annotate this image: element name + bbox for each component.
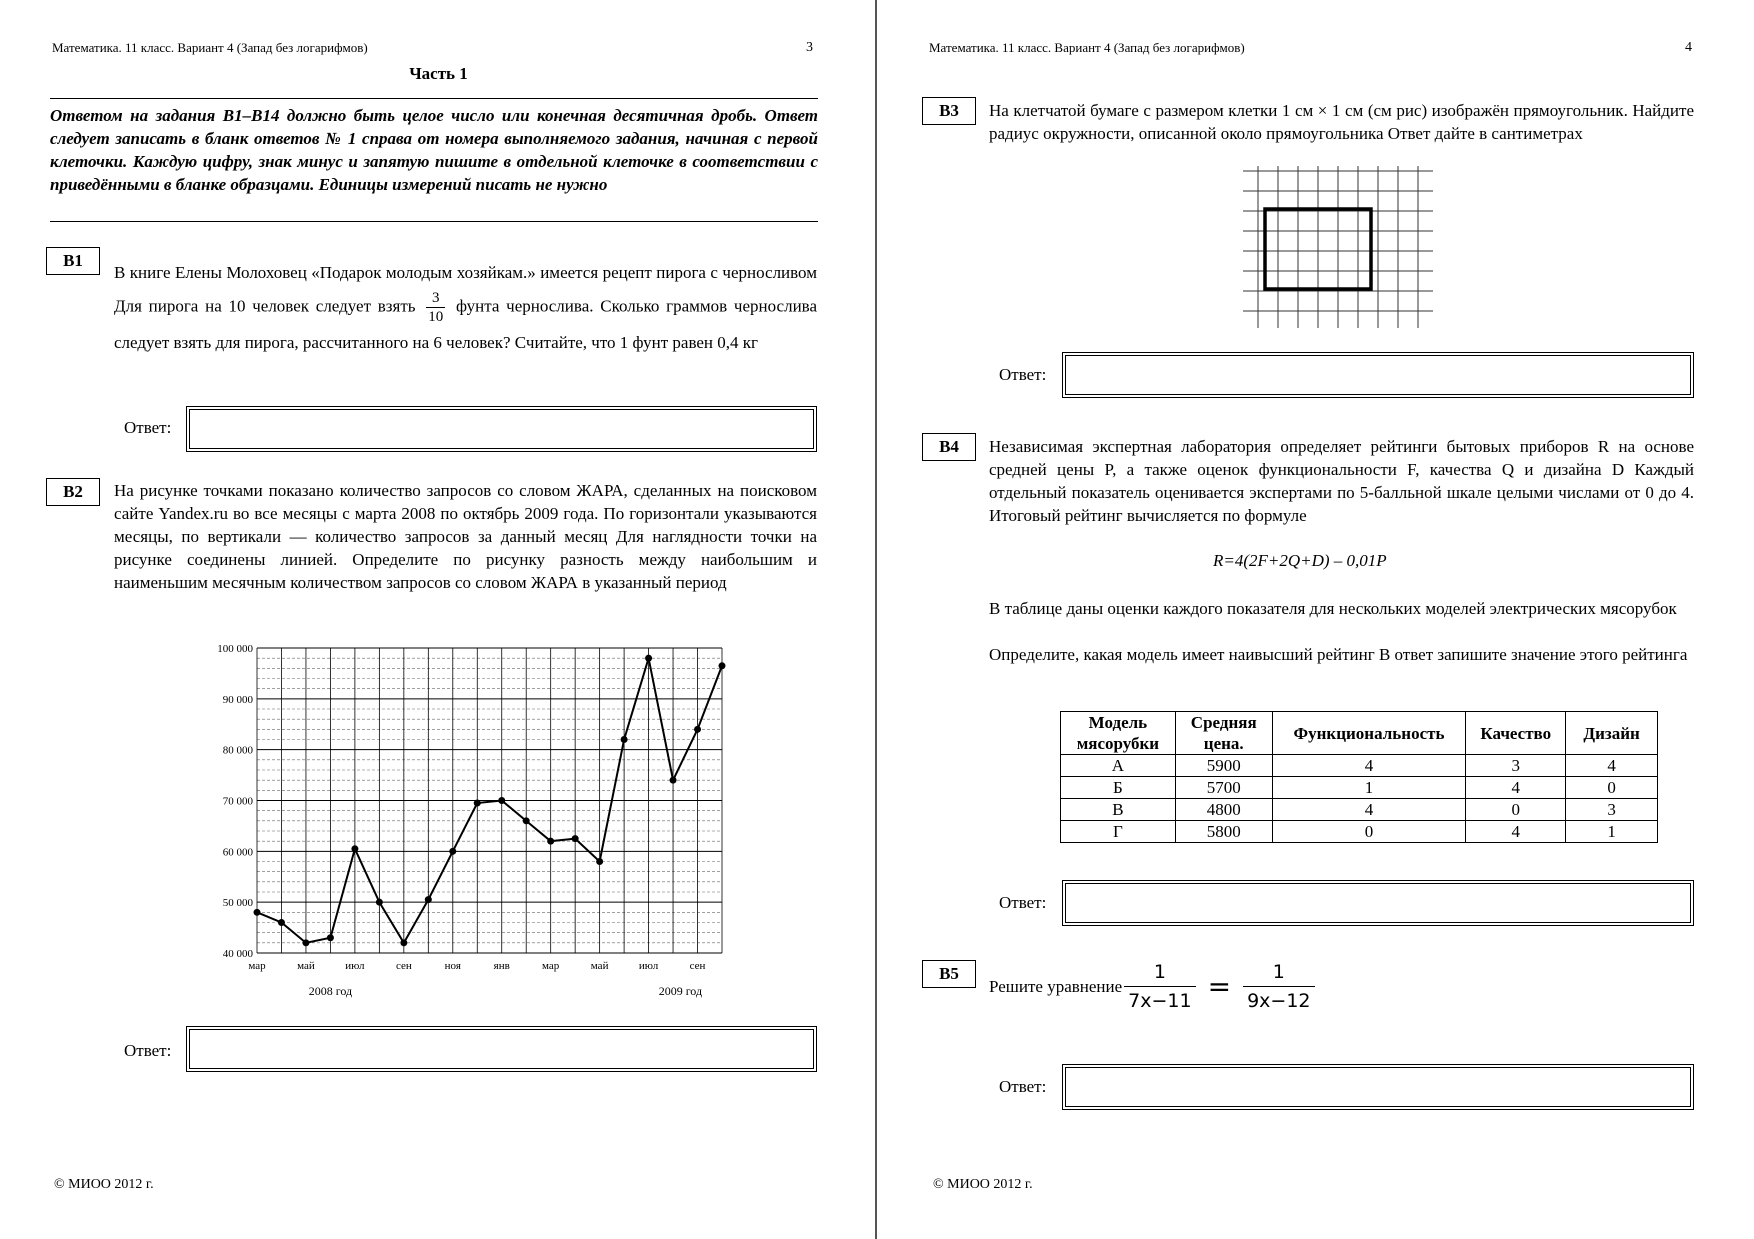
table-cell: Б [1061, 777, 1176, 799]
table-cell: 3 [1466, 755, 1566, 777]
data-point [523, 817, 530, 824]
y-tick-label: 70 000 [222, 795, 253, 808]
x-tick-label: мар [542, 960, 560, 972]
lhs-fraction [1124, 958, 1195, 1015]
right-page [877, 0, 1754, 1239]
table-cell: 4 [1566, 755, 1658, 777]
data-point [449, 848, 456, 855]
task-b2-text: На рисунке точками показано количество запросов со словом ЖАРА, сделанных на поисковом сайте Yandex.ru во все месяцы с марта 2008 по октябрь 2009 года. По горизонтали указываются месяцы, по вертикали — количество запросов за данный месяц Для наглядности точки на рисунке соединены линией. Определите по рисунку разность между наибольшим и наименьшим месячным количеством запросов со словом ЖАРА в указанный период [114, 481, 817, 592]
header-title: Математика. 11 класс. Вариант 4 (Запад без логарифмов) [52, 40, 368, 55]
rating-formula: R=4(2F+2Q+D) – 0,01P [1213, 551, 1387, 570]
task-tag-b5: B5 [922, 960, 976, 988]
x-tick-label: сен [689, 960, 706, 972]
col-header-functionality: Функциональность [1272, 712, 1466, 755]
table-cell: 4 [1272, 755, 1466, 777]
x-tick-label: сен [395, 960, 412, 972]
instructions: Ответом на задания B1–B14 должно быть целое число или конечная десятичная дробь. Ответ следует записать в бланк ответов № 1 справа от номера выполняемого задания, начиная с первой клеточки. Каждую цифру, знак минус и запятую пишите в отдельной клеточке в соответствии с приведёнными в бланке образцами. Единицы измерений писать не нужно [50, 106, 818, 194]
task-b1-text [114, 256, 817, 359]
data-point [474, 800, 481, 807]
answer-label-b4: Ответ: [999, 893, 1047, 912]
equals-sign: = [1207, 970, 1232, 1003]
data-point [400, 939, 407, 946]
col-header-quality: Качество [1466, 712, 1566, 755]
chart-y-ticks [217, 643, 253, 960]
footer-copyright: © МИОО 2012 г. [54, 1177, 154, 1192]
data-point [596, 858, 603, 865]
table-header-row [1061, 712, 1658, 755]
table-cell: 4 [1272, 799, 1466, 821]
task-tag-b3: B3 [922, 97, 976, 125]
col-header-price: Средняя цена. [1175, 712, 1272, 755]
col-header-design: Дизайн [1566, 712, 1658, 755]
data-point [645, 655, 652, 662]
table-row [1061, 799, 1658, 821]
answer-field-b2[interactable] [186, 1026, 817, 1072]
rhs-numerator: 1 [1243, 958, 1314, 987]
answer-field-b5[interactable] [1062, 1064, 1694, 1110]
requests-line-chart [190, 635, 750, 1010]
page-number: 4 [1685, 40, 1692, 55]
y-tick-label: 50 000 [222, 897, 253, 910]
x-tick-label: май [590, 960, 609, 972]
lhs-denominator: 7x−11 [1128, 990, 1192, 1012]
table-cell: В [1061, 799, 1176, 821]
col-header-model: Модель мясорубки [1061, 712, 1176, 755]
answer-label-b5: Ответ: [999, 1077, 1047, 1096]
y-tick-label: 100 000 [217, 643, 253, 655]
task-b1-text-part1: В книге Елены Молоховец «Подарок молодым хозяйкам.» имеется рецепт пирога с черносливом Для пирога на 10 человек следует взять [114, 263, 817, 316]
table-cell: Г [1061, 821, 1176, 843]
answer-label-b2: Ответ: [124, 1041, 172, 1060]
x-tick-label: май [297, 960, 315, 972]
table-cell: 0 [1272, 821, 1466, 843]
table-row [1061, 755, 1658, 777]
data-point [621, 736, 628, 743]
footer-copyright: © МИОО 2012 г. [933, 1177, 1033, 1192]
chart-grid [257, 648, 722, 953]
table-cell: 4800 [1175, 799, 1272, 821]
y-tick-label: 80 000 [222, 744, 253, 757]
answer-field-b1[interactable] [186, 406, 817, 452]
data-point [498, 797, 505, 804]
chart-x-ticks [248, 960, 705, 972]
header-title: Математика. 11 класс. Вариант 4 (Запад без логарифмов) [929, 40, 1245, 55]
table-cell: 0 [1566, 777, 1658, 799]
table-cell: А [1061, 755, 1176, 777]
task-b5-text: Решите уравнение [989, 976, 1123, 996]
x-tick-label: мар [248, 960, 266, 972]
data-point [547, 838, 554, 845]
task-b3-text: На клетчатой бумаге с размером клетки 1 см × 1 см (см рис) изображён прямоугольник. Найдите радиус окружности, описанной около прямоугольника Ответ дайте в сантиметрах [989, 101, 1694, 143]
data-point [302, 939, 309, 946]
answer-label-b3: Ответ: [999, 365, 1047, 384]
fraction-denominator: 10 [428, 309, 444, 325]
part-title: Часть 1 [409, 64, 468, 83]
data-point [694, 726, 701, 733]
table-cell: 5800 [1175, 821, 1272, 843]
instructions-bottom-rule [50, 221, 818, 222]
fraction-3-10 [426, 289, 445, 326]
rhs-fraction [1243, 958, 1314, 1015]
year-label: 2008 год [308, 984, 353, 998]
table-cell: 1 [1566, 821, 1658, 843]
table-cell: 3 [1566, 799, 1658, 821]
ratings-table [1060, 711, 1658, 843]
data-point [719, 662, 726, 669]
task-b4-text-2: В таблице даны оценки каждого показателя для нескольких моделей электрических мясорубок [989, 599, 1677, 618]
table-cell: 4 [1466, 821, 1566, 843]
table-cell: 1 [1272, 777, 1466, 799]
lhs-numerator: 1 [1124, 958, 1195, 987]
y-tick-label: 90 000 [222, 693, 253, 706]
x-tick-label: июл [345, 960, 365, 972]
data-point [278, 919, 285, 926]
answer-field-b3[interactable] [1062, 352, 1694, 398]
table-row [1061, 777, 1658, 799]
grid-rectangle-figure [1243, 166, 1433, 328]
x-tick-label: ноя [444, 960, 461, 972]
table-cell: 0 [1466, 799, 1566, 821]
instructions-top-rule [50, 98, 818, 99]
table-cell: 5900 [1175, 755, 1272, 777]
task-tag-b2: B2 [46, 478, 100, 506]
data-point [425, 896, 432, 903]
task-b1-text-part2: фунта чернослива. Сколько граммов чернослива следует взять для пирога, рассчитанного на 6 человек? Считайте, что 1 фунт равен 0,4 кг [114, 296, 818, 352]
data-point [572, 835, 579, 842]
task-b4-text-1: Независимая экспертная лаборатория определяет рейтинги бытовых приборов R на основе средней цены P, а также оценок функциональности F, качества Q и дизайна D Каждый отдельный показатель оценивается экспертами по 5-балльной шкале целыми числами от 0 до 4. Итоговый рейтинг вычисляется по формуле [989, 437, 1694, 525]
data-point [376, 899, 383, 906]
task-tag-b4: B4 [922, 433, 976, 461]
data-point [351, 845, 358, 852]
task-tag-b1: B1 [46, 247, 100, 275]
y-tick-label: 60 000 [222, 846, 253, 859]
task-b4-text-3: Определите, какая модель имеет наивысший рейтинг В ответ запишите значение этого рейтинга [989, 645, 1688, 664]
table-row [1061, 821, 1658, 843]
table-cell: 4 [1466, 777, 1566, 799]
data-point [670, 777, 677, 784]
data-point [254, 909, 261, 916]
y-tick-label: 40 000 [222, 948, 253, 960]
answer-label-b1: Ответ: [124, 418, 172, 437]
table-cell: 5700 [1175, 777, 1272, 799]
fraction-numerator: 3 [426, 289, 445, 308]
rhs-denominator: 9x−12 [1247, 990, 1311, 1012]
data-point [327, 934, 334, 941]
graph-paper-grid [1243, 166, 1433, 328]
year-label: 2009 год [658, 984, 703, 998]
x-tick-label: янв [493, 960, 510, 972]
answer-field-b4[interactable] [1062, 880, 1694, 926]
page-number: 3 [806, 40, 813, 55]
task-b5-equation [989, 958, 1315, 1015]
chart-year-labels [309, 984, 702, 998]
x-tick-label: июл [638, 960, 659, 972]
